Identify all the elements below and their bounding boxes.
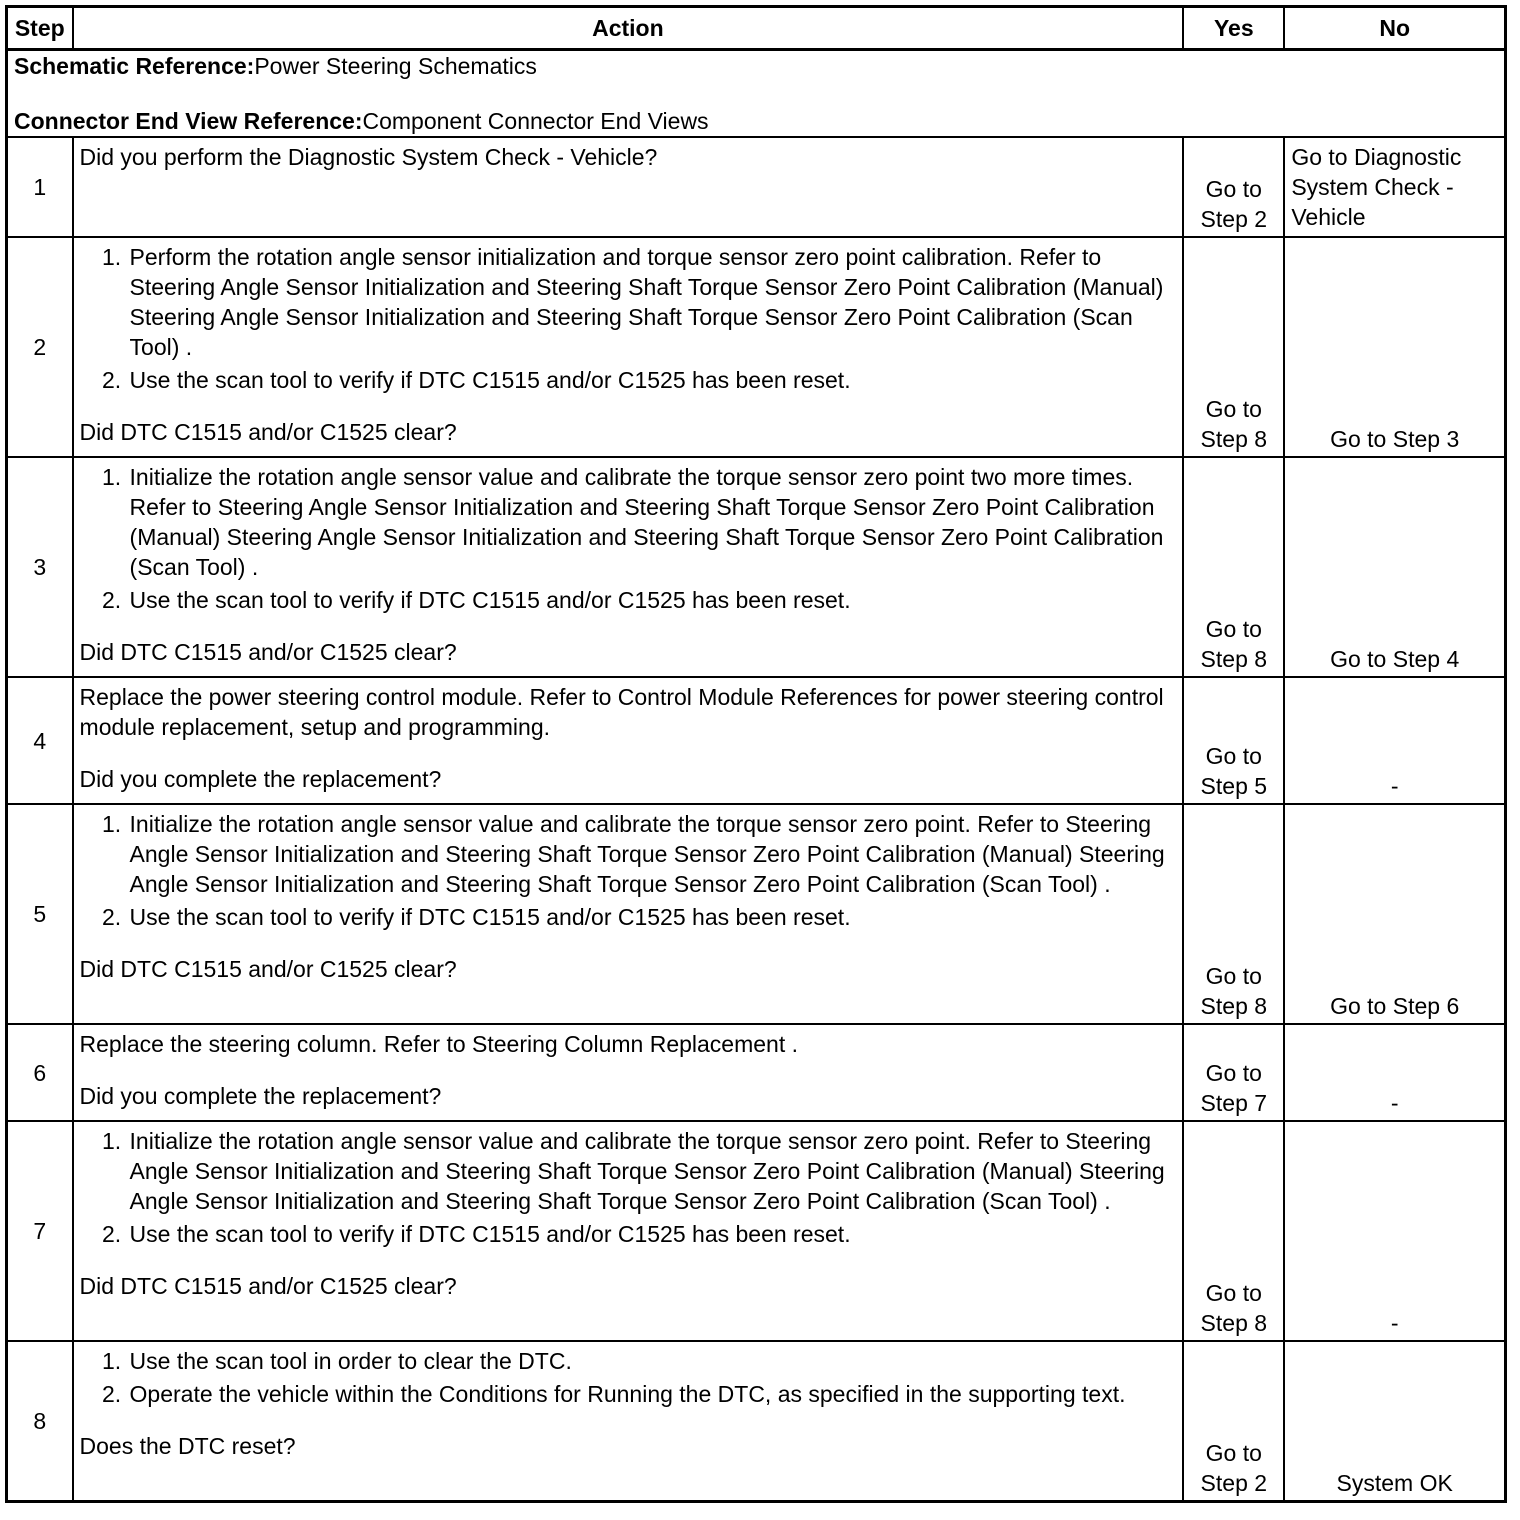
step-action xyxy=(73,1341,1184,1501)
schematic-reference-link[interactable]: Power Steering Schematics xyxy=(254,53,537,79)
yes-result-line[interactable]: Go to xyxy=(1205,1439,1262,1466)
step-number: 8 xyxy=(7,1341,73,1501)
step-action xyxy=(73,804,1184,1024)
yes-result xyxy=(1183,237,1284,457)
yes-result xyxy=(1183,1341,1284,1501)
step-action xyxy=(73,237,1184,457)
yes-result-line[interactable]: Step 2 xyxy=(1200,206,1268,232)
action-question: Did DTC C1515 and/or C1525 clear? xyxy=(79,639,457,665)
step-row xyxy=(7,1121,1506,1341)
action-question: Did DTC C1515 and/or C1525 clear? xyxy=(79,956,457,982)
action-list-item: 2. Use the scan tool to verify if DTC C1515 and/or C1525 has been reset. xyxy=(128,1219,1177,1249)
no-result-line[interactable]: Go to Diagnostic xyxy=(1291,144,1462,170)
step-row xyxy=(7,804,1506,1024)
yes-result-line[interactable]: Go to xyxy=(1205,616,1262,642)
header-step: Step xyxy=(7,7,73,50)
action-question: Does the DTC reset? xyxy=(79,1433,296,1459)
schematic-reference-label: Schematic Reference: xyxy=(14,53,255,79)
no-result xyxy=(1284,237,1505,457)
action-question: Did DTC C1515 and/or C1525 clear? xyxy=(79,1273,457,1299)
yes-result xyxy=(1183,137,1284,237)
yes-result-line[interactable]: Step 8 xyxy=(1200,993,1268,1019)
yes-result xyxy=(1183,1121,1284,1341)
action-list xyxy=(80,1126,1177,1249)
action-text: Replace the power steering control module. Refer to Control Module References for power steering control module replacement, setup and programming. xyxy=(79,684,1164,740)
connector-reference-link[interactable]: Component Connector End Views xyxy=(362,108,709,134)
action-text: Replace the steering column. Refer to Steering Column Replacement . xyxy=(79,1031,799,1057)
header-yes: Yes xyxy=(1183,7,1284,50)
step-number: 3 xyxy=(7,457,73,677)
no-result-line: - xyxy=(1390,773,1399,799)
step-row xyxy=(7,137,1506,237)
no-result xyxy=(1284,677,1505,804)
yes-result-line[interactable]: Step 2 xyxy=(1200,1469,1268,1496)
action-list-item: 1. Initialize the rotation angle sensor value and calibrate the torque sensor zero point. Refer to Steering Angle Sensor Initialization and Steering Shaft Torque Sensor Zero Point Calibration (Manual) Steering Angle Sensor Initialization and Steering Shaft Torque Sensor Zero Point Calibration (Scan Tool) . xyxy=(128,1126,1177,1216)
yes-result-line[interactable]: Step 7 xyxy=(1200,1090,1268,1116)
no-result xyxy=(1284,1024,1505,1121)
yes-result xyxy=(1183,677,1284,804)
step-number: 4 xyxy=(7,677,73,804)
action-question: Did DTC C1515 and/or C1525 clear? xyxy=(79,419,457,445)
action-question: Did you complete the replacement? xyxy=(79,766,442,792)
action-list-item: 1. Initialize the rotation angle sensor value and calibrate the torque sensor zero point two more times. Refer to Steering Angle Sensor Initialization and Steering Shaft Torque Sensor Zero Point Calibration (Manual) Steering Angle Sensor Initialization and Steering Shaft Torque Sensor Zero Point Calibration (Scan Tool) . xyxy=(128,462,1177,582)
no-result-line: - xyxy=(1390,1090,1399,1116)
step-action xyxy=(73,1024,1184,1121)
action-list-item: 2. Operate the vehicle within the Conditions for Running the DTC, as specified in the supporting text. xyxy=(128,1379,1177,1409)
no-result-line[interactable]: System OK xyxy=(1336,1469,1453,1496)
no-result xyxy=(1284,1121,1505,1341)
action-list-item: 1. Use the scan tool in order to clear the DTC. xyxy=(128,1346,1177,1376)
no-result xyxy=(1284,804,1505,1024)
step-row xyxy=(7,237,1506,457)
yes-result-line[interactable]: Go to xyxy=(1205,963,1262,989)
step-action xyxy=(73,457,1184,677)
action-list-item: 2. Use the scan tool to verify if DTC C1515 and/or C1525 has been reset. xyxy=(128,585,1177,615)
yes-result-line[interactable]: Step 8 xyxy=(1200,646,1268,672)
step-row xyxy=(7,1341,1506,1501)
action-list xyxy=(80,809,1177,932)
action-list-item: 2. Use the scan tool to verify if DTC C1515 and/or C1525 has been reset. xyxy=(128,902,1177,932)
action-list xyxy=(80,1346,1177,1409)
no-result xyxy=(1284,137,1505,237)
step-number: 6 xyxy=(7,1024,73,1121)
step-row xyxy=(7,677,1506,804)
step-action xyxy=(73,677,1184,804)
action-list xyxy=(80,462,1177,615)
yes-result-line[interactable]: Step 5 xyxy=(1200,773,1268,799)
yes-result xyxy=(1183,1024,1284,1121)
yes-result-line[interactable]: Go to xyxy=(1205,1280,1262,1306)
no-result-line: - xyxy=(1390,1310,1399,1336)
yes-result xyxy=(1183,804,1284,1024)
step-number: 1 xyxy=(7,137,73,237)
step-number: 7 xyxy=(7,1121,73,1341)
header-row xyxy=(7,7,1506,50)
yes-result-line[interactable]: Go to xyxy=(1205,743,1262,769)
schematic-reference xyxy=(14,51,1498,81)
no-result-line[interactable]: Vehicle xyxy=(1291,204,1366,230)
step-row xyxy=(7,457,1506,677)
yes-result-line[interactable]: Step 8 xyxy=(1200,426,1268,452)
header-no: No xyxy=(1284,7,1505,50)
yes-result-line[interactable]: Go to xyxy=(1205,176,1262,202)
no-result xyxy=(1284,457,1505,677)
action-list-item: 2. Use the scan tool to verify if DTC C1515 and/or C1525 has been reset. xyxy=(128,365,1177,395)
action-list-item: 1. Initialize the rotation angle sensor value and calibrate the torque sensor zero point. Refer to Steering Angle Sensor Initialization and Steering Shaft Torque Sensor Zero Point Calibration (Manual) Steering Angle Sensor Initialization and Steering Shaft Torque Sensor Zero Point Calibration (Scan Tool) . xyxy=(128,809,1177,899)
action-list xyxy=(80,242,1177,395)
no-result xyxy=(1284,1341,1505,1501)
yes-result-line[interactable]: Step 8 xyxy=(1200,1310,1268,1336)
connector-reference xyxy=(14,106,1498,136)
no-result-line[interactable]: Go to Step 4 xyxy=(1330,646,1460,672)
step-number: 2 xyxy=(7,237,73,457)
yes-result-line[interactable]: Go to xyxy=(1205,1060,1262,1086)
step-action xyxy=(73,1121,1184,1341)
no-result-line[interactable]: Go to Step 3 xyxy=(1330,426,1460,452)
reference-cell xyxy=(7,50,1506,138)
connector-reference-label: Connector End View Reference: xyxy=(14,108,363,134)
yes-result xyxy=(1183,457,1284,677)
step-action xyxy=(73,137,1184,237)
diagnostic-table xyxy=(5,5,1507,1503)
action-text: Did you perform the Diagnostic System Check - Vehicle? xyxy=(79,144,658,170)
reference-row xyxy=(7,50,1506,138)
step-number: 5 xyxy=(7,804,73,1024)
action-question: Did you complete the replacement? xyxy=(79,1083,442,1109)
no-result-line[interactable]: Go to Step 6 xyxy=(1330,993,1460,1019)
action-list-item: 1. Perform the rotation angle sensor initialization and torque sensor zero point calibration. Refer to Steering Angle Sensor Initialization and Steering Shaft Torque Sensor Zero Point Calibration (Manual) Steering Angle Sensor Initialization and Steering Shaft Torque Sensor Zero Point Calibration (Scan Tool) . xyxy=(128,242,1177,362)
header-action: Action xyxy=(73,7,1184,50)
yes-result-line[interactable]: Go to xyxy=(1205,396,1262,422)
no-result-line[interactable]: System Check - xyxy=(1291,174,1454,200)
step-row xyxy=(7,1024,1506,1121)
